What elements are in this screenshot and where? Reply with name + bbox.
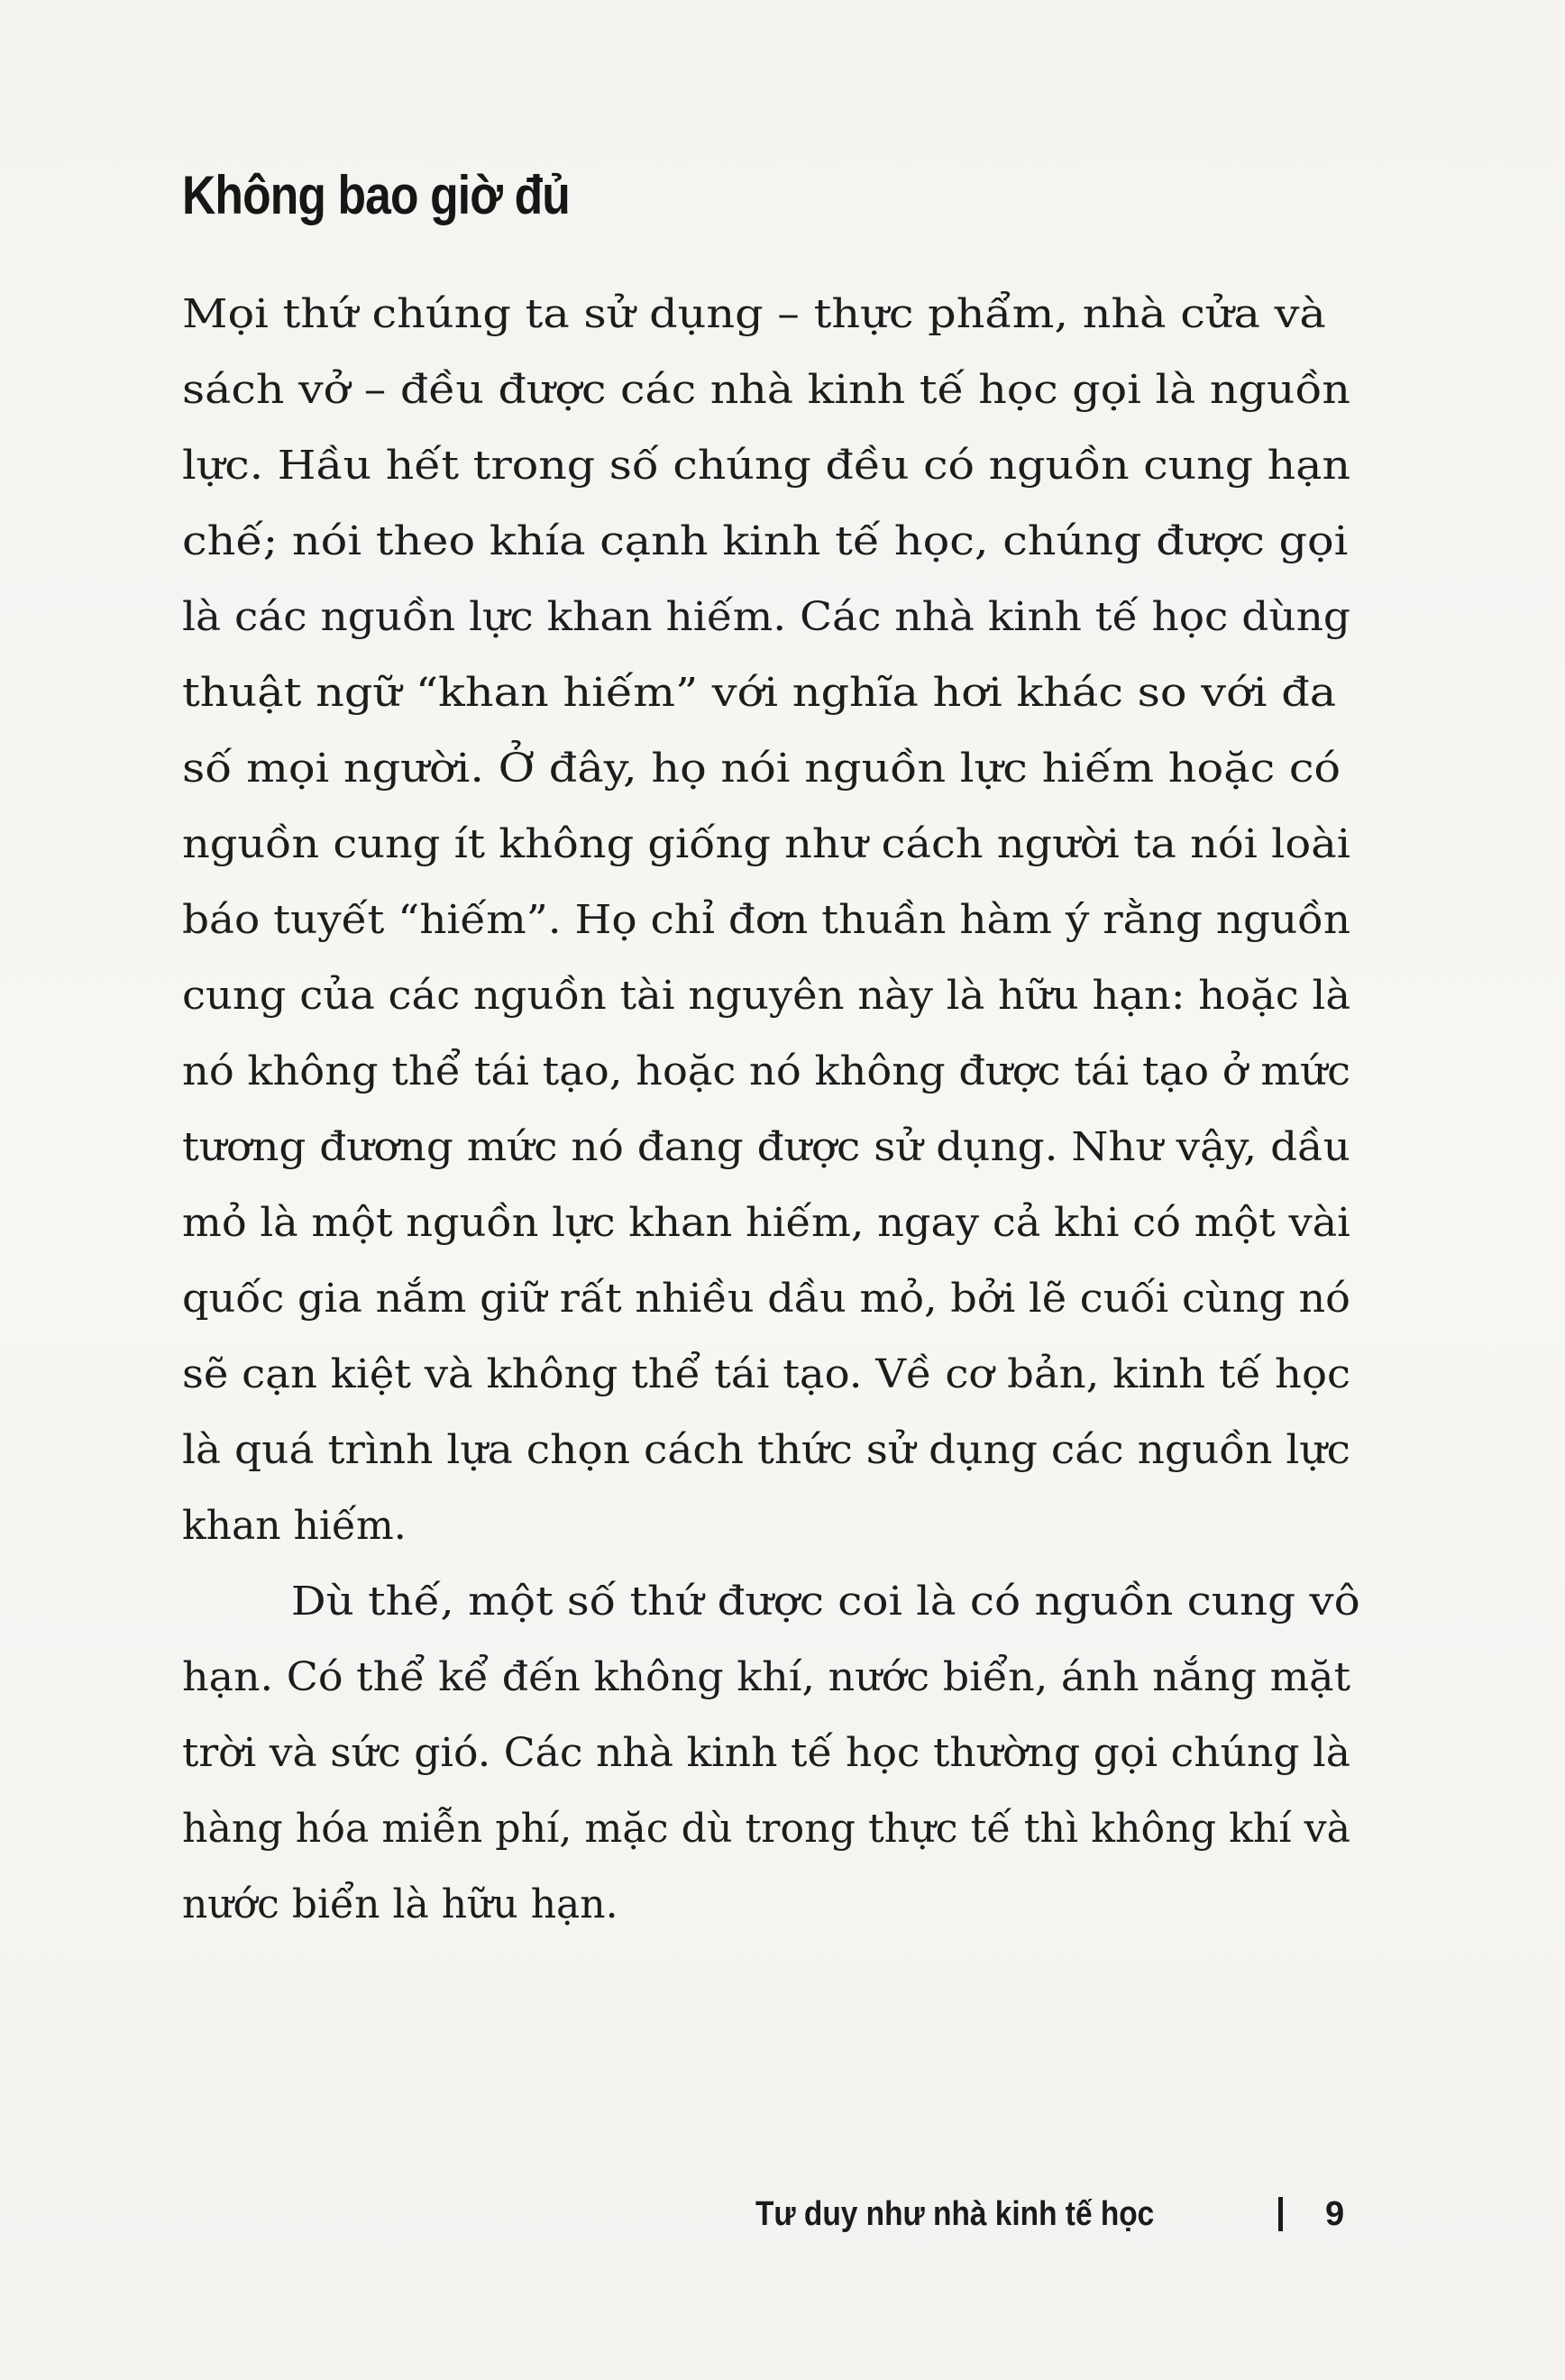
book-title: Tư duy như nhà kinh tế học xyxy=(755,2195,1155,2233)
text-line: số mọi người. Ở đây, họ nói nguồn lực hiếm hoặc có xyxy=(182,746,1341,792)
body-text xyxy=(182,277,1360,1943)
text-line: quốc gia nắm giữ rất nhiều dầu mỏ, bởi lẽ cuối cùng nó xyxy=(182,1276,1350,1322)
text-line: nó không thể tái tạo, hoặc nó không được tái tạo ở mức xyxy=(182,1048,1351,1094)
text-line: tương đương mức nó đang được sử dụng. Như vậy, dầu xyxy=(182,1124,1350,1170)
text-line: chế; nói theo khía cạnh kinh tế học, chúng được gọi xyxy=(182,518,1349,564)
text-line: hạn. Có thể kể đến không khí, nước biển, ánh nắng mặt xyxy=(182,1654,1351,1700)
text-line: trời và sức gió. Các nhà kinh tế học thường gọi chúng là xyxy=(182,1730,1350,1776)
text-line: sẽ cạn kiệt và không thể tái tạo. Về cơ bản, kinh tế học xyxy=(182,1351,1351,1397)
text-line-indented: Dù thế, một số thứ được coi là có nguồn cung vô xyxy=(290,1579,1360,1625)
text-line: là quá trình lựa chọn cách thức sử dụng các nguồn lực xyxy=(182,1427,1351,1473)
text-line: mỏ là một nguồn lực khan hiếm, ngay cả khi có một vài xyxy=(182,1200,1350,1246)
text-line: lực. Hầu hết trong số chúng đều có nguồn cung hạn xyxy=(182,443,1351,489)
section-heading: Không bao giờ đủ xyxy=(182,165,570,225)
text-line: Mọi thứ chúng ta sử dụng – thực phẩm, nhà cửa và xyxy=(182,291,1326,337)
text-line-last: nước biển là hữu hạn. xyxy=(182,1881,618,1927)
text-line: báo tuyết “hiếm”. Họ chỉ đơn thuần hàm ý rằng nguồn xyxy=(182,897,1351,943)
text-line: là các nguồn lực khan hiếm. Các nhà kinh tế học dùng xyxy=(182,594,1350,640)
text-line: hàng hóa miễn phí, mặc dù trong thực tế thì không khí và xyxy=(182,1806,1351,1852)
footer-divider xyxy=(1278,2197,1283,2231)
text-line: sách vở – đều được các nhà kinh tế học gọi là nguồn xyxy=(182,367,1351,413)
text-line-last: khan hiếm. xyxy=(182,1503,407,1549)
text-line: nguồn cung ít không giống như cách người ta nói loài xyxy=(182,821,1350,867)
text-line: thuật ngữ “khan hiếm” với nghĩa hơi khác so với đa xyxy=(182,670,1337,716)
page-number: 9 xyxy=(1325,2195,1345,2233)
text-line: cung của các nguồn tài nguyên này là hữu hạn: hoặc là xyxy=(182,973,1351,1019)
running-footer xyxy=(755,2186,1350,2244)
